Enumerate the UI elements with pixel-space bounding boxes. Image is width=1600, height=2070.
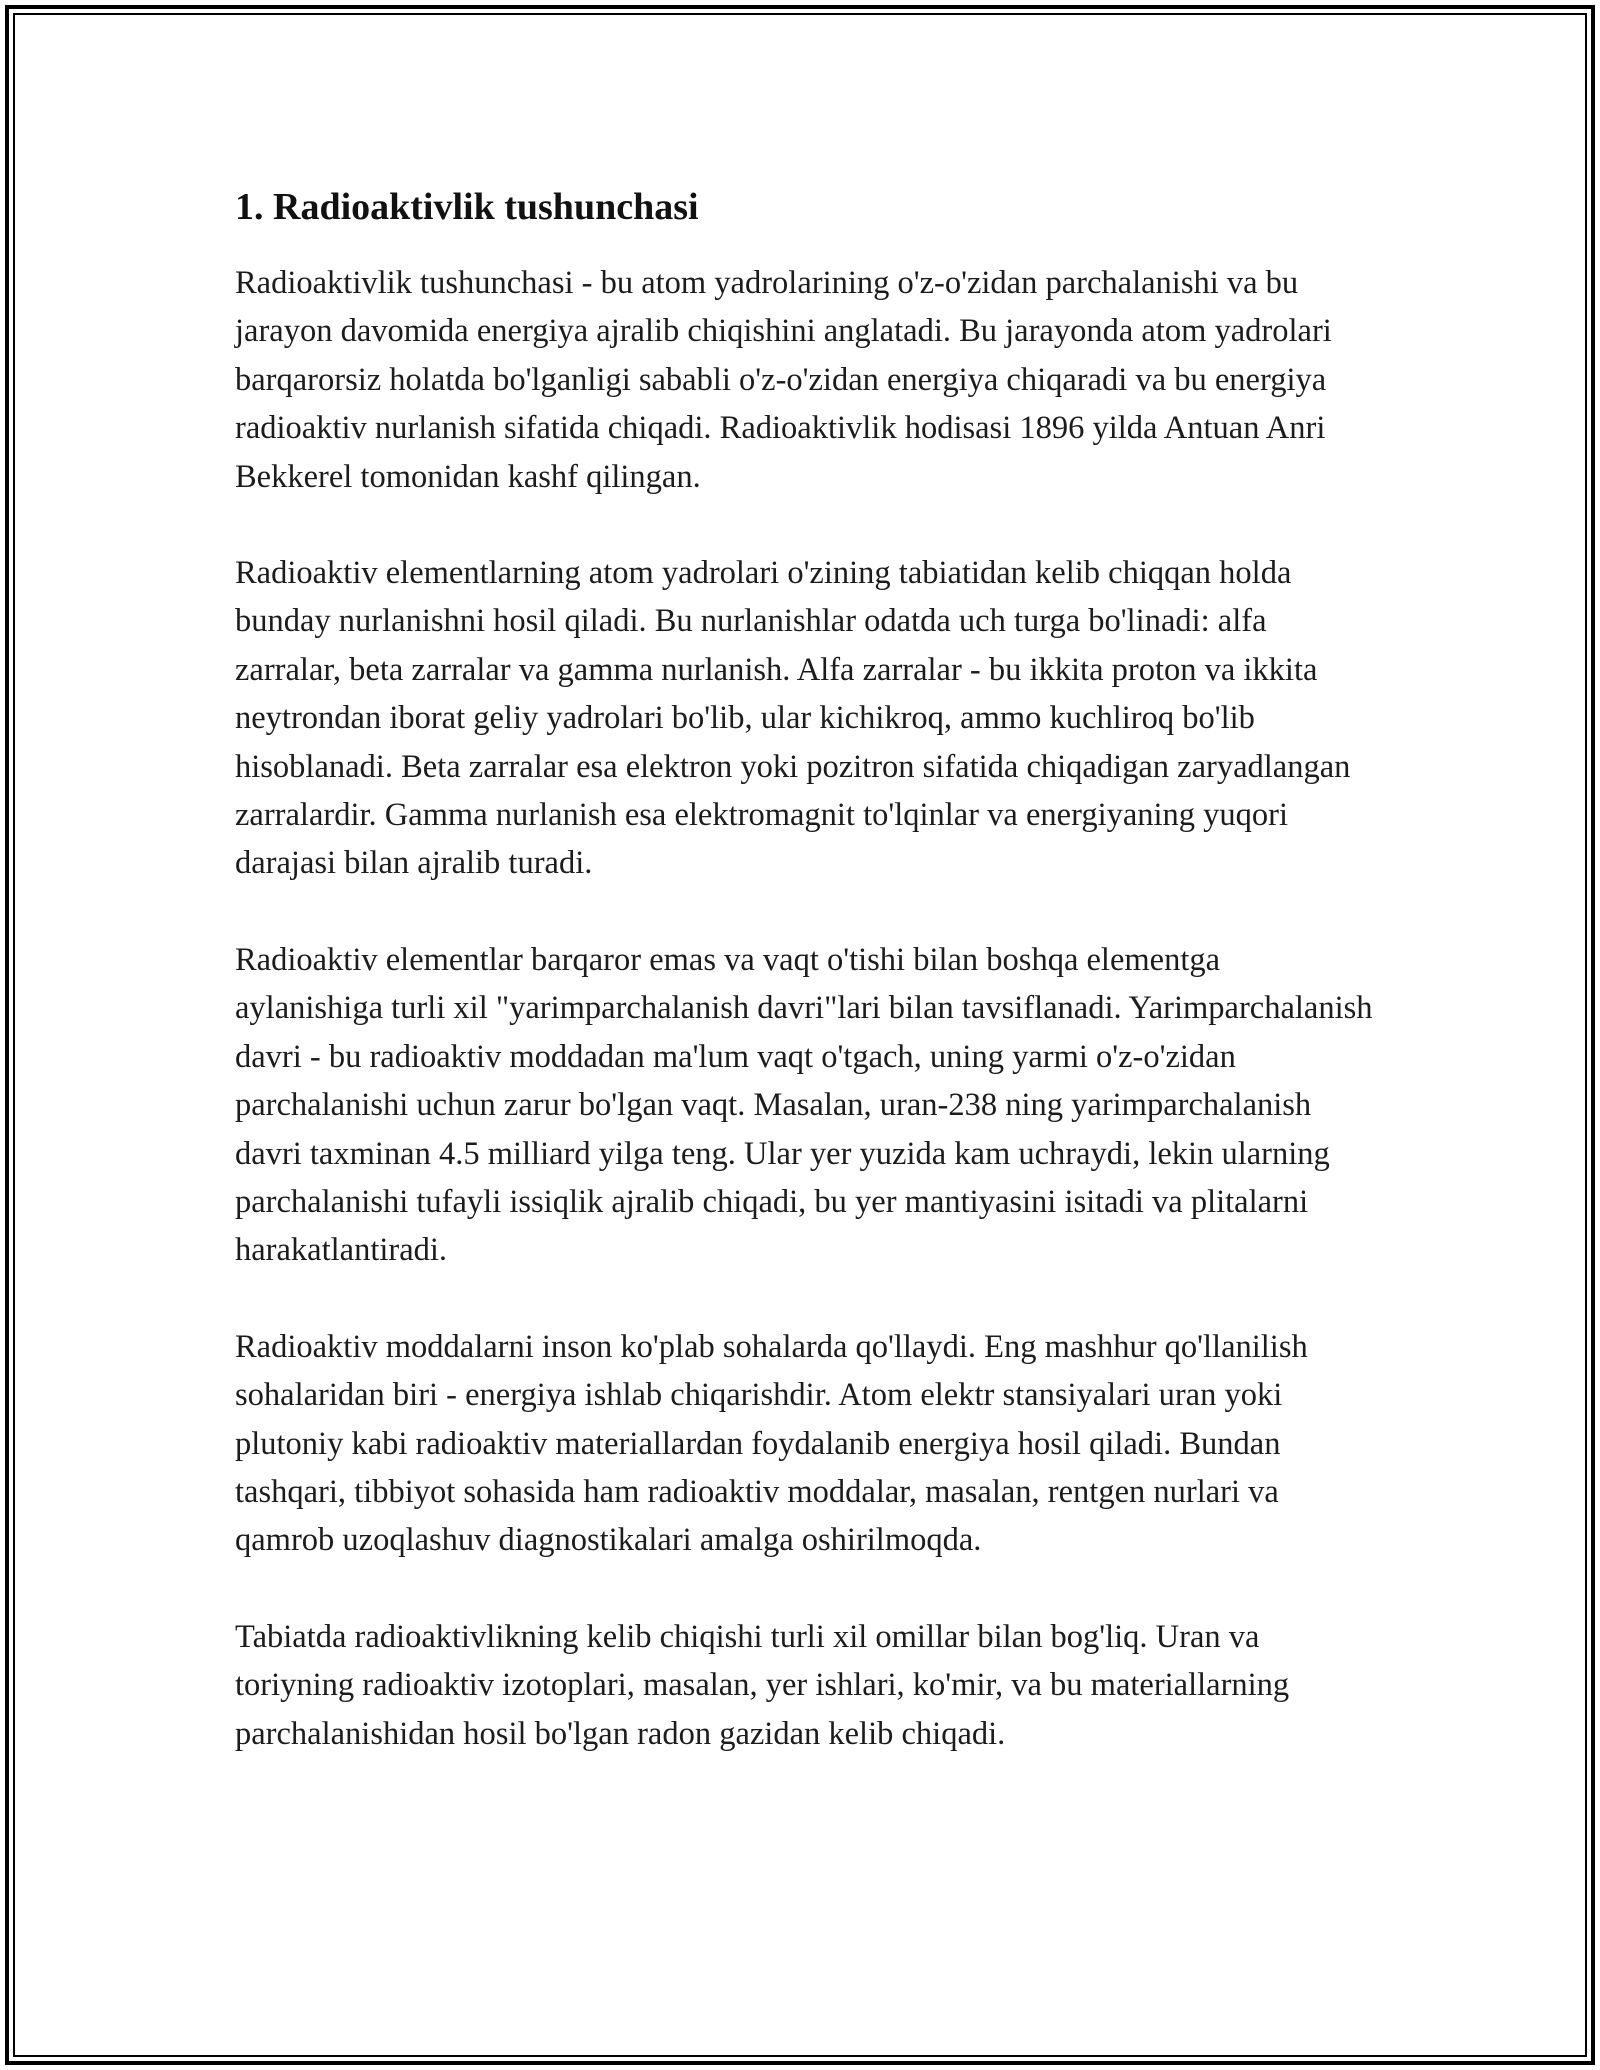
section-heading: 1. Radioaktivlik tushunchasi [235, 186, 699, 228]
paragraph-4: Radioaktiv moddalarni inson ko'plab sohalarda qo'llaydi. Eng mashhur qo'llanilish sohalaridan biri - energiya ishlab chiqarishdir. Atom elektr stansiyalari uran yoki plutoniy kabi radioaktiv materiallardan foydalanib energiya hosil qiladi. Bundan tashqari, tibbiyot sohasida ham radioaktiv moddalar, masalan, rentgen nurlari va qamrob uzoqlashuv diagnostikalari amalga oshirilmoqda. [235, 1328, 1308, 1559]
paragraph-5: Tabiatda radioaktivlikning kelib chiqishi turli xil omillar bilan bog'liq. Uran va toriyning radioaktiv izotoplari, masalan, yer ishlari, ko'mir, va bu materiallarning parchalanishidan hosil bo'lgan radon gazidan kelib chiqadi. [235, 1618, 1290, 1752]
paragraph-1: Radioaktivlik tushunchasi - bu atom yadrolarining o'z-o'zidan parchalanishi va bu jarayon davomida energiya ajralib chiqishini anglatadi. Bu jarayonda atom yadrolari barqarorsiz holatda bo'lganligi sababli o'z-o'zidan energiya chiqaradi va bu energiya radioaktiv nurlanish sifatida chiqadi. Radioaktivlik hodisasi 1896 yilda Antuan Anri Bekkerel tomonidan kashf qilingan. [235, 265, 1332, 495]
document-body [235, 183, 1375, 1806]
paragraph-2: Radioaktiv elementlarning atom yadrolari o'zining tabiatidan kelib chiqqan holda bunday nurlanishni hosil qiladi. Bu nurlanishlar odatda uch turga bo'linadi: alfa zarralar, beta zarralar va gamma nurlanish. Alfa zarralar - bu ikkita proton va ikkita neytrondan iborat geliy yadrolari bo'lib, ular kichikroq, ammo kuchliroq bo'lib hisoblanadi. Beta zarralar esa elektron yoki pozitron sifatida chiqadigan zaryadlangan zarralardir. Gamma nurlanish esa elektromagnit to'lqinlar va energiyaning yuqori darajasi bilan ajralib turadi. [235, 555, 1351, 882]
paragraph-3: Radioaktiv elementlar barqaror emas va vaqt o'tishi bilan boshqa elementga aylanishiga turli xil "yarimparchalanish davri"lari bilan tavsiflanadi. Yarimparchalanish davri - bu radioaktiv moddadan ma'lum vaqt o'tgach, uning yarmi o'z-o'zidan parchalanishi uchun zarur bo'lgan vaqt. Masalan, uran-238 ning yarimparchalanish davri taxminan 4.5 milliard yilga teng. Ular yer yuzida kam uchraydi, lekin ularning parchalanishi tufayli issiqlik ajralib chiqadi, bu yer mantiyasini isitadi va plitalarni harakatlantiradi. [235, 941, 1373, 1269]
